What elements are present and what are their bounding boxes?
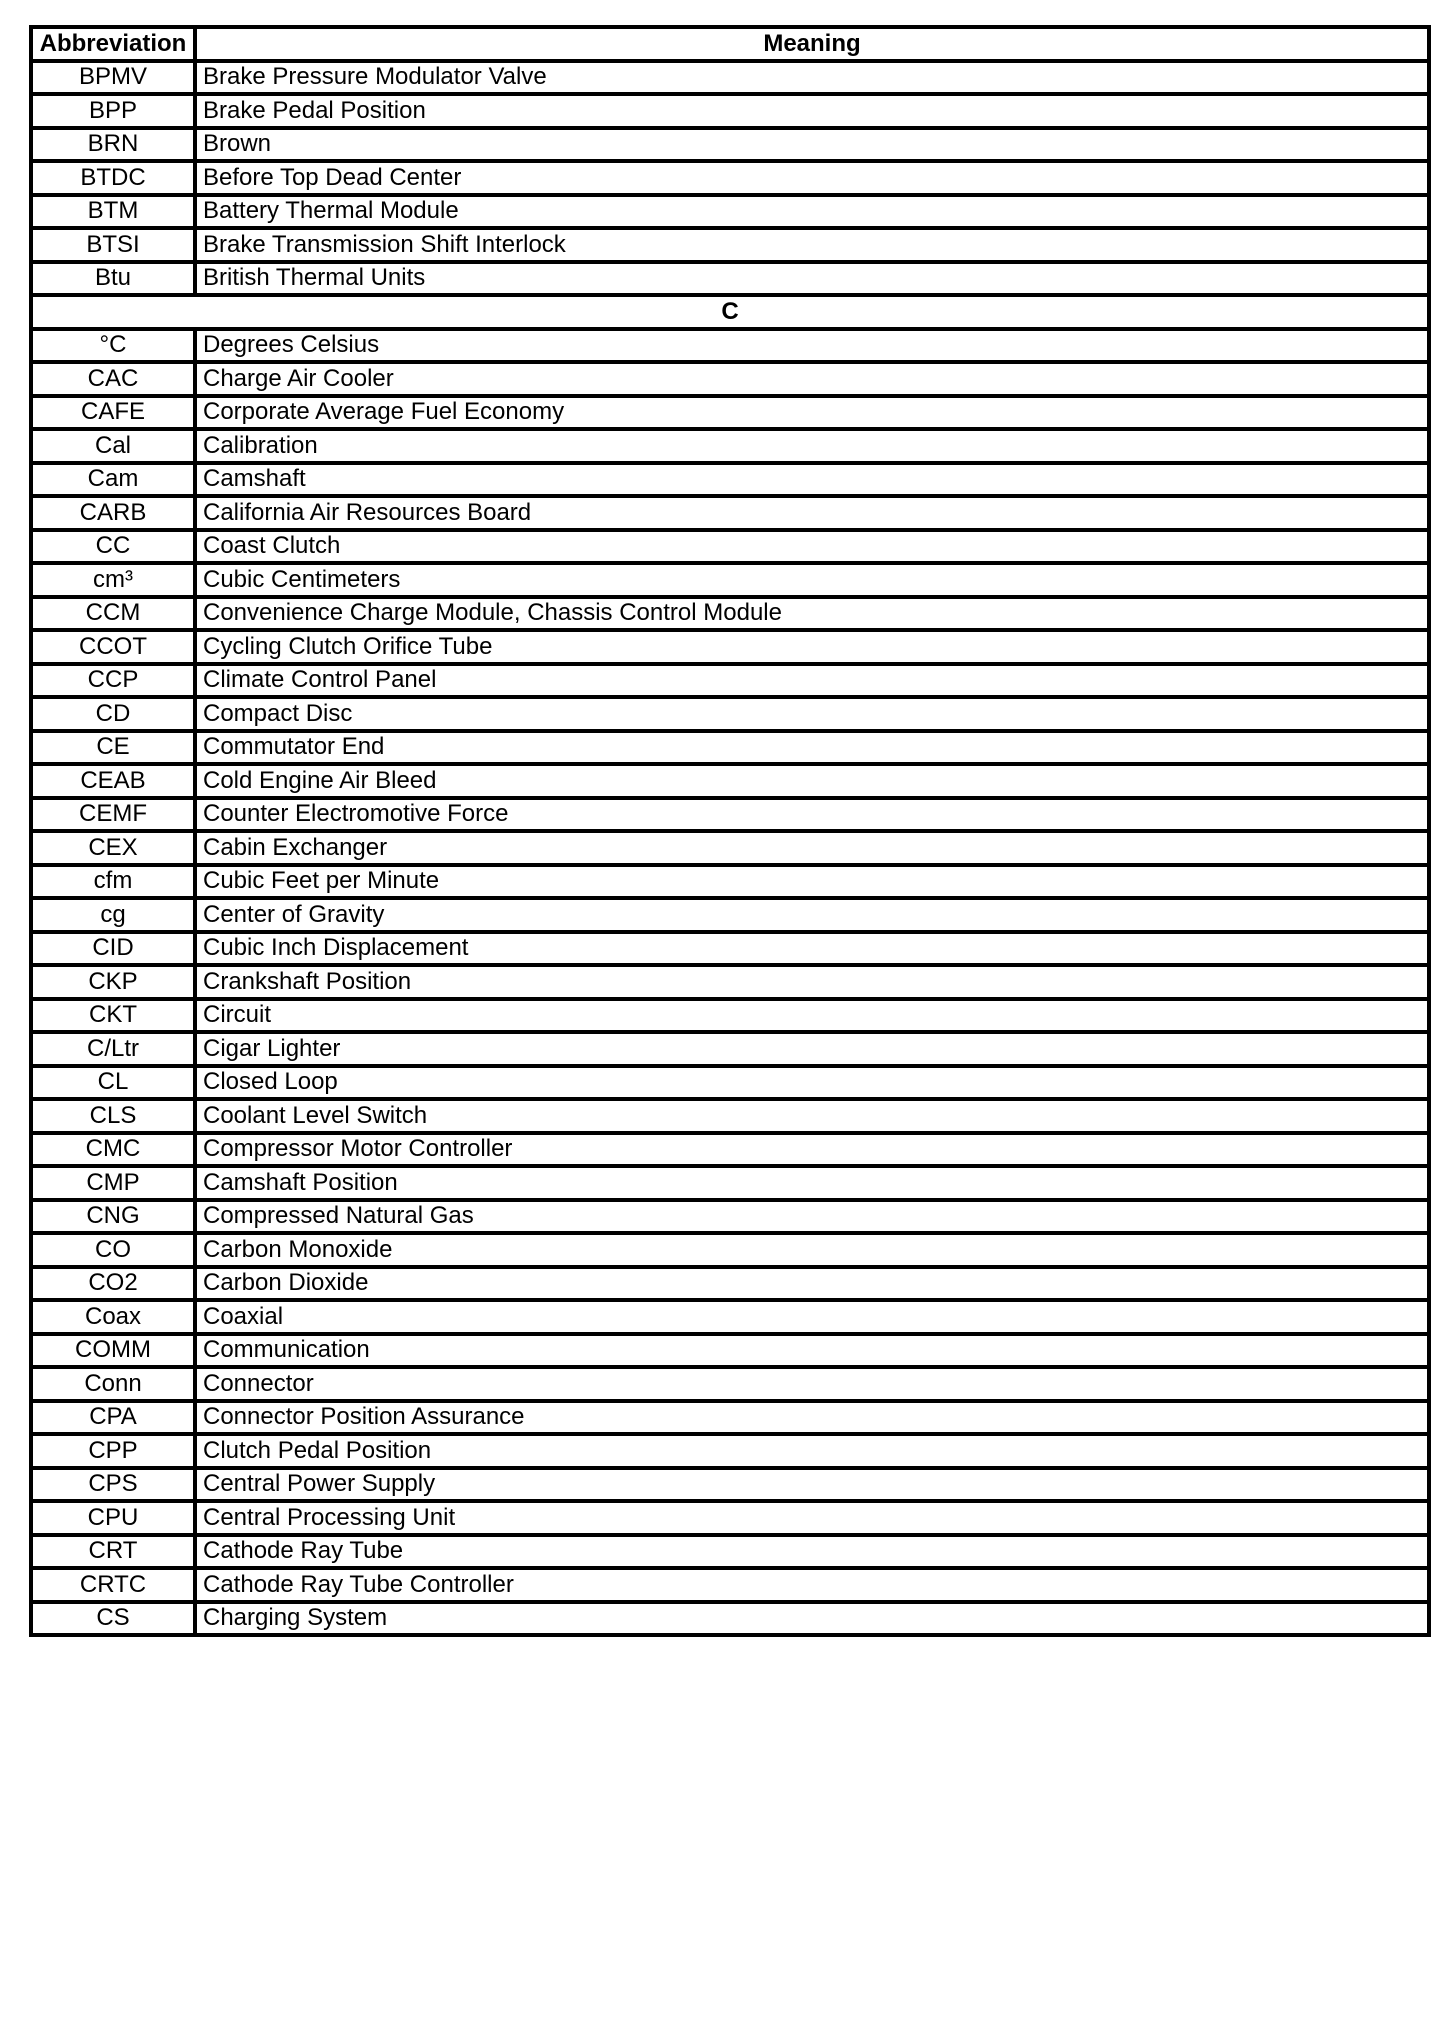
abbreviation-cell: cm³ xyxy=(31,563,195,597)
table-row xyxy=(31,664,1429,698)
abbreviation-cell: CAC xyxy=(31,362,195,396)
meaning-cell: Degrees Celsius xyxy=(195,329,1429,363)
table-row xyxy=(31,228,1429,262)
meaning-cell: Cabin Exchanger xyxy=(195,831,1429,865)
abbreviation-cell: CCM xyxy=(31,597,195,631)
table-header-row xyxy=(31,27,1429,61)
meaning-cell: Clutch Pedal Position xyxy=(195,1434,1429,1468)
table-row xyxy=(31,1401,1429,1435)
abbreviation-column-header: Abbreviation xyxy=(31,27,195,61)
abbreviation-cell: CKP xyxy=(31,965,195,999)
meaning-cell: Brake Pedal Position xyxy=(195,94,1429,128)
abbreviation-cell: CMP xyxy=(31,1166,195,1200)
abbreviation-table xyxy=(29,25,1431,1637)
meaning-cell: Communication xyxy=(195,1334,1429,1368)
table-body xyxy=(31,61,1429,1636)
meaning-cell: Before Top Dead Center xyxy=(195,161,1429,195)
table-row xyxy=(31,1535,1429,1569)
meaning-cell: Carbon Dioxide xyxy=(195,1267,1429,1301)
abbreviation-cell: CCP xyxy=(31,664,195,698)
table-row xyxy=(31,1334,1429,1368)
meaning-cell: Brown xyxy=(195,128,1429,162)
table-row xyxy=(31,1166,1429,1200)
meaning-cell: Coolant Level Switch xyxy=(195,1099,1429,1133)
meaning-cell: Coaxial xyxy=(195,1300,1429,1334)
meaning-cell: California Air Resources Board xyxy=(195,496,1429,530)
meaning-cell: Cycling Clutch Orifice Tube xyxy=(195,630,1429,664)
table-row xyxy=(31,1200,1429,1234)
abbreviation-cell: CMC xyxy=(31,1133,195,1167)
meaning-cell: Coast Clutch xyxy=(195,530,1429,564)
table-row xyxy=(31,865,1429,899)
meaning-cell: Central Power Supply xyxy=(195,1468,1429,1502)
meaning-cell: Counter Electromotive Force xyxy=(195,798,1429,832)
table-row xyxy=(31,831,1429,865)
table-row xyxy=(31,61,1429,95)
table-row xyxy=(31,731,1429,765)
abbreviation-cell: CPS xyxy=(31,1468,195,1502)
abbreviation-cell: CRT xyxy=(31,1535,195,1569)
meaning-cell: Carbon Monoxide xyxy=(195,1233,1429,1267)
abbreviation-cell: CCOT xyxy=(31,630,195,664)
abbreviation-cell: CAFE xyxy=(31,396,195,430)
table-row xyxy=(31,1099,1429,1133)
meaning-cell: Crankshaft Position xyxy=(195,965,1429,999)
abbreviation-cell: CEAB xyxy=(31,764,195,798)
table-row xyxy=(31,1501,1429,1535)
meaning-cell: Climate Control Panel xyxy=(195,664,1429,698)
abbreviation-cell: C/Ltr xyxy=(31,1032,195,1066)
abbreviation-cell: Conn xyxy=(31,1367,195,1401)
abbreviation-cell: CLS xyxy=(31,1099,195,1133)
abbreviation-cell: BTSI xyxy=(31,228,195,262)
meaning-cell: Cathode Ray Tube xyxy=(195,1535,1429,1569)
table-row xyxy=(31,1233,1429,1267)
table-row xyxy=(31,898,1429,932)
table-row xyxy=(31,1267,1429,1301)
abbreviation-cell: BPP xyxy=(31,94,195,128)
abbreviation-cell: CEMF xyxy=(31,798,195,832)
meaning-cell: Connector xyxy=(195,1367,1429,1401)
abbreviation-cell: CPA xyxy=(31,1401,195,1435)
meaning-cell: Convenience Charge Module, Chassis Control Module xyxy=(195,597,1429,631)
meaning-cell: Calibration xyxy=(195,429,1429,463)
meaning-cell: Circuit xyxy=(195,999,1429,1033)
abbreviation-cell: Cal xyxy=(31,429,195,463)
abbreviation-cell: COMM xyxy=(31,1334,195,1368)
abbreviation-cell: Btu xyxy=(31,262,195,296)
abbreviation-cell: cg xyxy=(31,898,195,932)
abbreviation-cell: CPU xyxy=(31,1501,195,1535)
meaning-cell: Charging System xyxy=(195,1602,1429,1636)
abbreviation-cell: Coax xyxy=(31,1300,195,1334)
table-row xyxy=(31,1367,1429,1401)
table-row xyxy=(31,597,1429,631)
meaning-cell: Cigar Lighter xyxy=(195,1032,1429,1066)
meaning-cell: Closed Loop xyxy=(195,1066,1429,1100)
section-header-row xyxy=(31,295,1429,329)
meaning-cell: Corporate Average Fuel Economy xyxy=(195,396,1429,430)
meaning-cell: Brake Pressure Modulator Valve xyxy=(195,61,1429,95)
table-row xyxy=(31,161,1429,195)
abbreviation-cell: BTDC xyxy=(31,161,195,195)
meaning-cell: Compact Disc xyxy=(195,697,1429,731)
table-row xyxy=(31,262,1429,296)
table-row xyxy=(31,1602,1429,1636)
meaning-cell: Cubic Feet per Minute xyxy=(195,865,1429,899)
table-row xyxy=(31,1032,1429,1066)
meaning-cell: Connector Position Assurance xyxy=(195,1401,1429,1435)
abbreviation-cell: BRN xyxy=(31,128,195,162)
table-row xyxy=(31,1300,1429,1334)
table-row xyxy=(31,396,1429,430)
table-row xyxy=(31,530,1429,564)
meaning-cell: Cubic Centimeters xyxy=(195,563,1429,597)
table-row xyxy=(31,463,1429,497)
abbreviation-cell: CO2 xyxy=(31,1267,195,1301)
section-letter: C xyxy=(31,295,1429,329)
abbreviation-cell: BPMV xyxy=(31,61,195,95)
table-row xyxy=(31,1066,1429,1100)
meaning-cell: Center of Gravity xyxy=(195,898,1429,932)
table-row xyxy=(31,697,1429,731)
meaning-cell: Commutator End xyxy=(195,731,1429,765)
abbreviation-cell: °C xyxy=(31,329,195,363)
meaning-cell: Cubic Inch Displacement xyxy=(195,932,1429,966)
meaning-cell: Cold Engine Air Bleed xyxy=(195,764,1429,798)
table-row xyxy=(31,764,1429,798)
abbreviation-cell: CKT xyxy=(31,999,195,1033)
table-row xyxy=(31,496,1429,530)
meaning-cell: Camshaft xyxy=(195,463,1429,497)
abbreviation-cell: BTM xyxy=(31,195,195,229)
meaning-cell: Compressed Natural Gas xyxy=(195,1200,1429,1234)
meaning-cell: Cathode Ray Tube Controller xyxy=(195,1568,1429,1602)
table-row xyxy=(31,965,1429,999)
table-row xyxy=(31,429,1429,463)
meaning-cell: Battery Thermal Module xyxy=(195,195,1429,229)
table-row xyxy=(31,329,1429,363)
abbreviation-cell: CS xyxy=(31,1602,195,1636)
meaning-cell: Brake Transmission Shift Interlock xyxy=(195,228,1429,262)
table-row xyxy=(31,1468,1429,1502)
abbreviation-cell: CO xyxy=(31,1233,195,1267)
table-row xyxy=(31,563,1429,597)
meaning-cell: Compressor Motor Controller xyxy=(195,1133,1429,1167)
abbreviation-cell: CRTC xyxy=(31,1568,195,1602)
abbreviation-cell: Cam xyxy=(31,463,195,497)
table-row xyxy=(31,798,1429,832)
table-row xyxy=(31,999,1429,1033)
abbreviation-cell: CE xyxy=(31,731,195,765)
table-row xyxy=(31,630,1429,664)
table-row xyxy=(31,1434,1429,1468)
table-row xyxy=(31,362,1429,396)
meaning-column-header: Meaning xyxy=(195,27,1429,61)
meaning-cell: Central Processing Unit xyxy=(195,1501,1429,1535)
table-row xyxy=(31,1133,1429,1167)
abbreviation-cell: CID xyxy=(31,932,195,966)
abbreviation-cell: CL xyxy=(31,1066,195,1100)
meaning-cell: Charge Air Cooler xyxy=(195,362,1429,396)
abbreviation-cell: CARB xyxy=(31,496,195,530)
abbreviation-cell: CEX xyxy=(31,831,195,865)
abbreviation-cell: cfm xyxy=(31,865,195,899)
table-row xyxy=(31,195,1429,229)
abbreviation-cell: CD xyxy=(31,697,195,731)
abbreviation-cell: CPP xyxy=(31,1434,195,1468)
abbreviation-cell: CC xyxy=(31,530,195,564)
table-row xyxy=(31,128,1429,162)
table-row xyxy=(31,94,1429,128)
table-row xyxy=(31,932,1429,966)
meaning-cell: British Thermal Units xyxy=(195,262,1429,296)
abbreviation-cell: CNG xyxy=(31,1200,195,1234)
meaning-cell: Camshaft Position xyxy=(195,1166,1429,1200)
table-row xyxy=(31,1568,1429,1602)
